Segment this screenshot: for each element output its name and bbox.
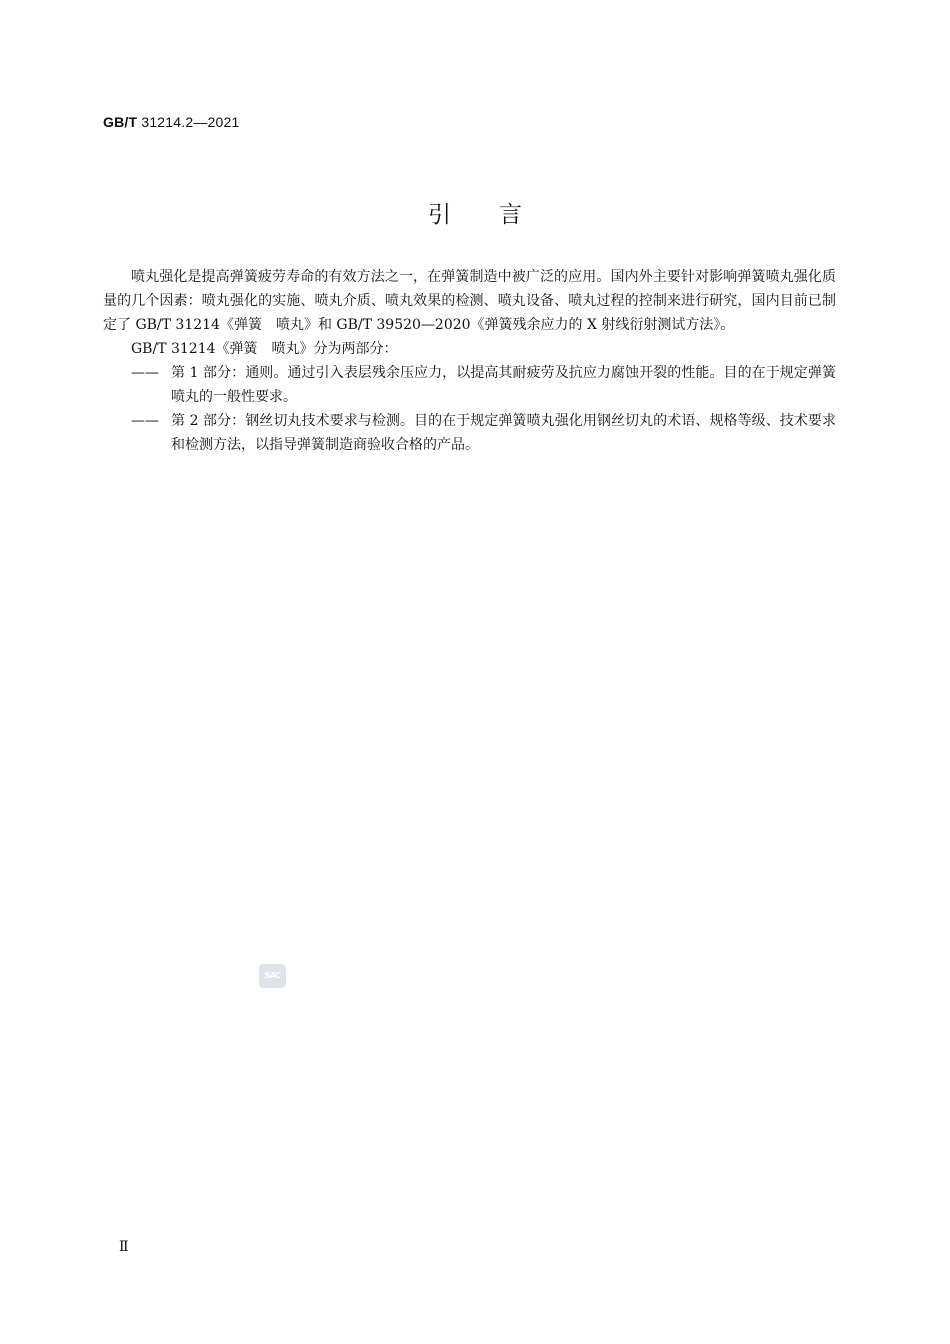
list-item [103,361,836,409]
list-item-text: 第 1 部分：通则。通过引入表层残余压应力，以提高其耐疲劳及抗应力腐蚀开裂的性能。目的在于规定弹簧喷丸的一般性要求。 [171,365,836,405]
body-text [103,265,836,457]
list-dash: —— [131,413,159,429]
intro-paragraph: 喷丸强化是提高弹簧疲劳寿命的有效方法之一，在弹簧制造中被广泛的应用。国内外主要针对影响弹簧喷丸强化质量的几个因素：喷丸强化的实施、喷丸介质、喷丸效果的检测、喷丸设备、喷丸过程的控制来进行研究，国内目前已制定了 GB/T 31214《弹簧 喷丸》和 GB/T 39520—2020《弹簧残余应力的 X 射线衍射测试方法》。 [103,269,836,333]
list-item [103,409,836,457]
standard-code-prefix: GB/T [103,114,138,130]
standard-code-number: 31214.2—2021 [137,114,240,130]
page-title: 引言 [428,202,570,228]
sac-watermark-logo: SAC [259,964,286,988]
list-item-text: 第 2 部分：钢丝切丸技术要求与检测。目的在于规定弹簧喷丸强化用钢丝切丸的术语、规格等级、技术要求和检测方法，以指导弹簧制造商验收合格的产品。 [171,413,836,453]
list-dash: —— [131,365,159,381]
parts-intro-paragraph: GB/T 31214《弹簧 喷丸》分为两部分： [131,341,398,357]
standard-code [103,114,240,130]
page-number: Ⅱ [119,1239,129,1255]
